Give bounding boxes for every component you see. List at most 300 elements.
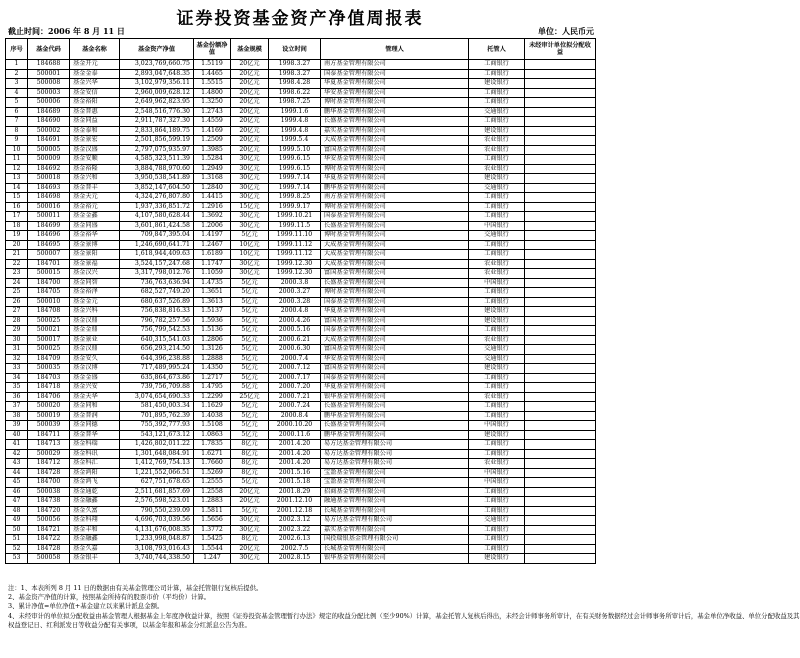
undistributed-income-cell bbox=[525, 174, 596, 184]
custodian-cell: 工商银行 bbox=[469, 117, 525, 127]
fund-code-cell: 184698 bbox=[28, 193, 70, 203]
fund-code-cell: 184693 bbox=[28, 183, 70, 193]
table-row bbox=[6, 335, 596, 345]
row-index-cell: 50 bbox=[6, 525, 28, 535]
row-index-cell: 7 bbox=[6, 117, 28, 127]
fund-scale-cell: 8亿元 bbox=[231, 535, 269, 545]
fund-code-cell: 184701 bbox=[28, 259, 70, 269]
custodian-cell: 工商银行 bbox=[469, 297, 525, 307]
fund-name-cell: 基金开元 bbox=[70, 60, 120, 70]
col-header: 基金资产净值 bbox=[120, 39, 194, 60]
table-row bbox=[6, 440, 596, 450]
fund-name-cell: 基金安信 bbox=[70, 88, 120, 98]
undistributed-income-cell bbox=[525, 544, 596, 554]
custodian-cell: 建设银行 bbox=[469, 79, 525, 89]
manager-cell: 易方达基金管理有限公司 bbox=[321, 459, 469, 469]
row-index-cell: 43 bbox=[6, 459, 28, 469]
fund-name-cell: 基金汉鼎 bbox=[70, 345, 120, 355]
fund-scale-cell: 30亿元 bbox=[231, 164, 269, 174]
table-row bbox=[6, 107, 596, 117]
undistributed-income-cell bbox=[525, 297, 596, 307]
fund-scale-cell: 30亿元 bbox=[231, 554, 269, 564]
net-asset-value-cell: 1,618,944,409.63 bbox=[120, 250, 194, 260]
custodian-cell: 建设银行 bbox=[469, 316, 525, 326]
inception-date-cell: 2002.3.22 bbox=[269, 525, 321, 535]
fund-name-cell: 基金汉博 bbox=[70, 364, 120, 374]
custodian-cell: 农业银行 bbox=[469, 145, 525, 155]
fund-scale-cell: 8亿元 bbox=[231, 440, 269, 450]
custodian-cell: 工商银行 bbox=[469, 155, 525, 165]
fund-code-cell: 184689 bbox=[28, 107, 70, 117]
manager-cell: 富国基金管理有限公司 bbox=[321, 269, 469, 279]
row-index-cell: 40 bbox=[6, 430, 28, 440]
fund-scale-cell: 5亿元 bbox=[231, 288, 269, 298]
row-index-cell: 44 bbox=[6, 468, 28, 478]
fund-scale-cell: 30亿元 bbox=[231, 259, 269, 269]
fund-name-cell: 基金科瑞 bbox=[70, 440, 120, 450]
table-row bbox=[6, 202, 596, 212]
custodian-cell: 中国银行 bbox=[469, 278, 525, 288]
fund-scale-cell: 5亿元 bbox=[231, 478, 269, 488]
undistributed-income-cell bbox=[525, 240, 596, 250]
unit-nav-cell: 1.2888 bbox=[194, 354, 231, 364]
net-asset-value-cell: 3,074,654,690.33 bbox=[120, 392, 194, 402]
net-asset-value-cell: 1,233,998,048.87 bbox=[120, 535, 194, 545]
fund-code-cell: 184703 bbox=[28, 373, 70, 383]
unit-nav-cell: 1.4350 bbox=[194, 364, 231, 374]
table-row bbox=[6, 231, 596, 241]
inception-date-cell: 2001.4.20 bbox=[269, 459, 321, 469]
undistributed-income-cell bbox=[525, 440, 596, 450]
fund-scale-cell: 30亿元 bbox=[231, 221, 269, 231]
inception-date-cell: 1999.11.10 bbox=[269, 231, 321, 241]
row-index-cell: 36 bbox=[6, 392, 28, 402]
fund-name-cell: 基金科翔 bbox=[70, 516, 120, 526]
row-index-cell: 14 bbox=[6, 183, 28, 193]
row-index-cell: 53 bbox=[6, 554, 28, 564]
unit-nav-cell: 1.3692 bbox=[194, 212, 231, 222]
undistributed-income-cell bbox=[525, 354, 596, 364]
row-index-cell: 16 bbox=[6, 202, 28, 212]
net-asset-value-cell: 1,426,802,011.22 bbox=[120, 440, 194, 450]
inception-date-cell: 1999.6.15 bbox=[269, 155, 321, 165]
fund-name-cell: 基金裕华 bbox=[70, 231, 120, 241]
fund-name-cell: 基金同智 bbox=[70, 278, 120, 288]
manager-cell: 华安基金管理有限公司 bbox=[321, 354, 469, 364]
fund-code-cell: 500021 bbox=[28, 326, 70, 336]
fund-name-cell: 基金科汇 bbox=[70, 459, 120, 469]
manager-cell: 长盛基金管理有限公司 bbox=[321, 402, 469, 412]
undistributed-income-cell bbox=[525, 449, 596, 459]
inception-date-cell: 1999.12.30 bbox=[269, 269, 321, 279]
custodian-cell: 工商银行 bbox=[469, 240, 525, 250]
fund-code-cell: 500015 bbox=[28, 269, 70, 279]
fund-scale-cell: 20亿元 bbox=[231, 544, 269, 554]
row-index-cell: 46 bbox=[6, 487, 28, 497]
manager-cell: 长盛基金管理有限公司 bbox=[321, 278, 469, 288]
manager-cell: 嘉实基金管理有限公司 bbox=[321, 126, 469, 136]
fund-name-cell: 基金汉盛 bbox=[70, 145, 120, 155]
undistributed-income-cell bbox=[525, 250, 596, 260]
inception-date-cell: 1999.7.14 bbox=[269, 174, 321, 184]
manager-cell: 长城基金管理有限公司 bbox=[321, 506, 469, 516]
custodian-cell: 工商银行 bbox=[469, 69, 525, 79]
table-row bbox=[6, 278, 596, 288]
col-header: 管理人 bbox=[321, 39, 469, 60]
manager-cell: 华夏基金管理有限公司 bbox=[321, 383, 469, 393]
manager-cell: 银华基金管理有限公司 bbox=[321, 392, 469, 402]
fund-code-cell: 500039 bbox=[28, 421, 70, 431]
row-index-cell: 52 bbox=[6, 544, 28, 554]
fund-name-cell: 基金兴科 bbox=[70, 307, 120, 317]
col-header: 基金名称 bbox=[70, 39, 120, 60]
manager-cell: 宝盈基金管理有限公司 bbox=[321, 468, 469, 478]
inception-date-cell: 1998.4.28 bbox=[269, 79, 321, 89]
table-row bbox=[6, 98, 596, 108]
unit-nav-cell: 1.3168 bbox=[194, 174, 231, 184]
net-asset-value-cell: 701,895,762.39 bbox=[120, 411, 194, 421]
net-asset-value-cell: 756,799,542.53 bbox=[120, 326, 194, 336]
custodian-cell: 农业银行 bbox=[469, 259, 525, 269]
unit-nav-cell: 1.5936 bbox=[194, 316, 231, 326]
net-asset-value-cell: 2,797,075,935.97 bbox=[120, 145, 194, 155]
fund-name-cell: 基金通乾 bbox=[70, 487, 120, 497]
fund-scale-cell: 5亿元 bbox=[231, 430, 269, 440]
undistributed-income-cell bbox=[525, 202, 596, 212]
net-asset-value-cell: 3,601,861,424.58 bbox=[120, 221, 194, 231]
fund-nav-table bbox=[5, 38, 596, 564]
custodian-cell: 工商银行 bbox=[469, 98, 525, 108]
unit-nav-cell: 1.2467 bbox=[194, 240, 231, 250]
manager-cell: 大成基金管理有限公司 bbox=[321, 240, 469, 250]
fund-code-cell: 500025 bbox=[28, 345, 70, 355]
manager-cell: 华安基金管理有限公司 bbox=[321, 88, 469, 98]
fund-name-cell: 基金融鑫 bbox=[70, 497, 120, 507]
table-row bbox=[6, 468, 596, 478]
net-asset-value-cell: 739,756,709.88 bbox=[120, 383, 194, 393]
col-header: 设立时间 bbox=[269, 39, 321, 60]
fund-scale-cell: 30亿元 bbox=[231, 155, 269, 165]
fund-scale-cell: 30亿元 bbox=[231, 269, 269, 279]
net-asset-value-cell: 1,221,552,066.51 bbox=[120, 468, 194, 478]
table-row bbox=[6, 240, 596, 250]
fund-name-cell: 基金融鑫 bbox=[70, 535, 120, 545]
fund-code-cell: 184688 bbox=[28, 60, 70, 70]
inception-date-cell: 2000.11.6 bbox=[269, 430, 321, 440]
unit-nav-cell: 1.4795 bbox=[194, 383, 231, 393]
custodian-cell: 交通银行 bbox=[469, 231, 525, 241]
table-row bbox=[6, 354, 596, 364]
row-index-cell: 31 bbox=[6, 345, 28, 355]
unit-nav-cell: 1.5284 bbox=[194, 155, 231, 165]
manager-cell: 南方基金管理有限公司 bbox=[321, 60, 469, 70]
undistributed-income-cell bbox=[525, 278, 596, 288]
fund-scale-cell: 5亿元 bbox=[231, 326, 269, 336]
unit-nav-cell: 1.4465 bbox=[194, 69, 231, 79]
row-index-cell: 48 bbox=[6, 506, 28, 516]
row-index-cell: 34 bbox=[6, 373, 28, 383]
net-asset-value-cell: 1,301,648,084.91 bbox=[120, 449, 194, 459]
net-asset-value-cell: 635,864,673.86 bbox=[120, 373, 194, 383]
fund-name-cell: 基金天华 bbox=[70, 392, 120, 402]
fund-name-cell: 基金裕隆 bbox=[70, 164, 120, 174]
table-row bbox=[6, 126, 596, 136]
fund-scale-cell: 15亿元 bbox=[231, 202, 269, 212]
fund-name-cell: 基金泰和 bbox=[70, 126, 120, 136]
undistributed-income-cell bbox=[525, 221, 596, 231]
fund-scale-cell: 5亿元 bbox=[231, 421, 269, 431]
fund-name-cell: 基金同和 bbox=[70, 402, 120, 412]
net-asset-value-cell: 2,911,787,327.30 bbox=[120, 117, 194, 127]
inception-date-cell: 2000.3.8 bbox=[269, 278, 321, 288]
net-asset-value-cell: 543,121,673.12 bbox=[120, 430, 194, 440]
table-row bbox=[6, 221, 596, 231]
inception-date-cell: 2000.7.20 bbox=[269, 383, 321, 393]
table-row bbox=[6, 297, 596, 307]
custodian-cell: 工商银行 bbox=[469, 193, 525, 203]
row-index-cell: 1 bbox=[6, 60, 28, 70]
fund-scale-cell: 20亿元 bbox=[231, 117, 269, 127]
custodian-cell: 工商银行 bbox=[469, 202, 525, 212]
currency-unit: 单位：人民币元 bbox=[538, 26, 594, 36]
manager-cell: 长盛基金管理有限公司 bbox=[321, 221, 469, 231]
fund-name-cell: 基金同盛 bbox=[70, 221, 120, 231]
unit-nav-cell: 1.3250 bbox=[194, 98, 231, 108]
row-index-cell: 23 bbox=[6, 269, 28, 279]
inception-date-cell: 1998.7.25 bbox=[269, 98, 321, 108]
net-asset-value-cell: 3,524,157,247.68 bbox=[120, 259, 194, 269]
fund-scale-cell: 5亿元 bbox=[231, 383, 269, 393]
fund-code-cell: 500006 bbox=[28, 98, 70, 108]
fund-code-cell: 500016 bbox=[28, 202, 70, 212]
footnote-line: 注：1、本表所列 8 月 11 日的数据由有关基金管理公司计算，基金托管银行复核后提供。 bbox=[8, 584, 263, 592]
net-asset-value-cell: 682,527,749.20 bbox=[120, 288, 194, 298]
custodian-cell: 工商银行 bbox=[469, 383, 525, 393]
unit-nav-cell: 1.5515 bbox=[194, 79, 231, 89]
custodian-cell: 工商银行 bbox=[469, 506, 525, 516]
fund-scale-cell: 5亿元 bbox=[231, 278, 269, 288]
manager-cell: 博时基金管理有限公司 bbox=[321, 202, 469, 212]
undistributed-income-cell bbox=[525, 88, 596, 98]
unit-nav-cell: 1.5544 bbox=[194, 544, 231, 554]
custodian-cell: 工商银行 bbox=[469, 326, 525, 336]
net-asset-value-cell: 1,412,769,754.13 bbox=[120, 459, 194, 469]
table-row bbox=[6, 250, 596, 260]
fund-code-cell: 184700 bbox=[28, 278, 70, 288]
inception-date-cell: 1999.11.5 bbox=[269, 221, 321, 231]
fund-code-cell: 500020 bbox=[28, 402, 70, 412]
unit-nav-cell: 1.3985 bbox=[194, 145, 231, 155]
manager-cell: 大成基金管理有限公司 bbox=[321, 259, 469, 269]
row-index-cell: 19 bbox=[6, 231, 28, 241]
inception-date-cell: 1999.5.10 bbox=[269, 145, 321, 155]
fund-scale-cell: 20亿元 bbox=[231, 497, 269, 507]
fund-code-cell: 184695 bbox=[28, 240, 70, 250]
undistributed-income-cell bbox=[525, 164, 596, 174]
row-index-cell: 33 bbox=[6, 364, 28, 374]
inception-date-cell: 2001.4.20 bbox=[269, 440, 321, 450]
net-asset-value-cell: 796,782,257.56 bbox=[120, 316, 194, 326]
inception-date-cell: 1998.6.22 bbox=[269, 88, 321, 98]
net-asset-value-cell: 3,023,769,660.75 bbox=[120, 60, 194, 70]
unit-nav-cell: 1.2006 bbox=[194, 221, 231, 231]
unit-nav-cell: 1.4169 bbox=[194, 126, 231, 136]
net-asset-value-cell: 755,392,777.93 bbox=[120, 421, 194, 431]
inception-date-cell: 2000.4.26 bbox=[269, 316, 321, 326]
manager-cell: 鹏华基金管理有限公司 bbox=[321, 107, 469, 117]
net-asset-value-cell: 4,696,703,039.56 bbox=[120, 516, 194, 526]
fund-scale-cell: 20亿元 bbox=[231, 60, 269, 70]
undistributed-income-cell bbox=[525, 316, 596, 326]
net-asset-value-cell: 4,324,276,807.80 bbox=[120, 193, 194, 203]
row-index-cell: 37 bbox=[6, 402, 28, 412]
fund-scale-cell: 30亿元 bbox=[231, 183, 269, 193]
unit-nav-cell: 1.5108 bbox=[194, 421, 231, 431]
manager-cell: 国投瑞银基金管理有限公司 bbox=[321, 535, 469, 545]
manager-cell: 博时基金管理有限公司 bbox=[321, 231, 469, 241]
fund-scale-cell: 30亿元 bbox=[231, 174, 269, 184]
row-index-cell: 42 bbox=[6, 449, 28, 459]
col-header: 托管人 bbox=[469, 39, 525, 60]
custodian-cell: 农业银行 bbox=[469, 269, 525, 279]
custodian-cell: 工商银行 bbox=[469, 535, 525, 545]
table-row bbox=[6, 478, 596, 488]
manager-cell: 国泰基金管理有限公司 bbox=[321, 69, 469, 79]
undistributed-income-cell bbox=[525, 373, 596, 383]
fund-scale-cell: 30亿元 bbox=[231, 193, 269, 203]
custodian-cell: 农业银行 bbox=[469, 136, 525, 146]
fund-name-cell: 基金银丰 bbox=[70, 554, 120, 564]
fund-name-cell: 基金普丰 bbox=[70, 183, 120, 193]
custodian-cell: 工商银行 bbox=[469, 288, 525, 298]
report-title: 证券投资基金资产净值周报表 bbox=[176, 9, 424, 29]
net-asset-value-cell: 3,740,744,338.50 bbox=[120, 554, 194, 564]
fund-code-cell: 184699 bbox=[28, 221, 70, 231]
inception-date-cell: 2000.5.16 bbox=[269, 326, 321, 336]
fund-scale-cell: 5亿元 bbox=[231, 335, 269, 345]
manager-cell: 招商基金管理有限公司 bbox=[321, 487, 469, 497]
fund-scale-cell: 5亿元 bbox=[231, 402, 269, 412]
net-asset-value-cell: 790,550,239.09 bbox=[120, 506, 194, 516]
fund-name-cell: 基金同益 bbox=[70, 117, 120, 127]
manager-cell: 国泰基金管理有限公司 bbox=[321, 297, 469, 307]
fund-name-cell: 基金金泰 bbox=[70, 69, 120, 79]
row-index-cell: 38 bbox=[6, 411, 28, 421]
net-asset-value-cell: 656,293,214.50 bbox=[120, 345, 194, 355]
fund-name-cell: 基金普惠 bbox=[70, 107, 120, 117]
custodian-cell: 建设银行 bbox=[469, 126, 525, 136]
custodian-cell: 工商银行 bbox=[469, 440, 525, 450]
fund-scale-cell: 5亿元 bbox=[231, 411, 269, 421]
undistributed-income-cell bbox=[525, 421, 596, 431]
row-index-cell: 35 bbox=[6, 383, 28, 393]
custodian-cell: 中国银行 bbox=[469, 421, 525, 431]
row-index-cell: 22 bbox=[6, 259, 28, 269]
fund-code-cell: 500001 bbox=[28, 69, 70, 79]
fund-scale-cell: 20亿元 bbox=[231, 107, 269, 117]
footnote-line: 3、累计净值=单位净值+基金建立以来累计派息金额。 bbox=[8, 602, 164, 611]
undistributed-income-cell bbox=[525, 136, 596, 146]
col-header: 基金份额净值 bbox=[194, 39, 231, 60]
inception-date-cell: 2001.5.18 bbox=[269, 478, 321, 488]
fund-code-cell: 500029 bbox=[28, 449, 70, 459]
manager-cell: 国泰基金管理有限公司 bbox=[321, 326, 469, 336]
unit-nav-cell: 1.3651 bbox=[194, 288, 231, 298]
row-index-cell: 4 bbox=[6, 88, 28, 98]
fund-name-cell: 基金兴和 bbox=[70, 174, 120, 184]
undistributed-income-cell bbox=[525, 79, 596, 89]
undistributed-income-cell bbox=[525, 459, 596, 469]
manager-cell: 长盛基金管理有限公司 bbox=[321, 421, 469, 431]
fund-scale-cell: 5亿元 bbox=[231, 231, 269, 241]
net-asset-value-cell: 2,960,009,628.12 bbox=[120, 88, 194, 98]
undistributed-income-cell bbox=[525, 411, 596, 421]
row-index-cell: 24 bbox=[6, 278, 28, 288]
row-index-cell: 41 bbox=[6, 440, 28, 450]
col-header: 序号 bbox=[6, 39, 28, 60]
fund-name-cell: 基金安顺 bbox=[70, 155, 120, 165]
undistributed-income-cell bbox=[525, 269, 596, 279]
fund-code-cell: 184738 bbox=[28, 497, 70, 507]
manager-cell: 鹏华基金管理有限公司 bbox=[321, 183, 469, 193]
undistributed-income-cell bbox=[525, 155, 596, 165]
row-index-cell: 26 bbox=[6, 297, 28, 307]
custodian-cell: 建设银行 bbox=[469, 364, 525, 374]
fund-code-cell: 500010 bbox=[28, 297, 70, 307]
undistributed-income-cell bbox=[525, 402, 596, 412]
undistributed-income-cell bbox=[525, 193, 596, 203]
fund-code-cell: 184720 bbox=[28, 506, 70, 516]
row-index-cell: 51 bbox=[6, 535, 28, 545]
net-asset-value-cell: 680,637,526.89 bbox=[120, 297, 194, 307]
table-row bbox=[6, 155, 596, 165]
manager-cell: 嘉实基金管理有限公司 bbox=[321, 525, 469, 535]
table-row bbox=[6, 316, 596, 326]
manager-cell: 银华基金管理有限公司 bbox=[321, 554, 469, 564]
manager-cell: 易方达基金管理有限公司 bbox=[321, 440, 469, 450]
unit-nav-cell: 1.5137 bbox=[194, 307, 231, 317]
fund-code-cell: 500025 bbox=[28, 316, 70, 326]
net-asset-value-cell: 709,847,395.04 bbox=[120, 231, 194, 241]
table-row bbox=[6, 506, 596, 516]
inception-date-cell: 2000.8.4 bbox=[269, 411, 321, 421]
custodian-cell: 工商银行 bbox=[469, 250, 525, 260]
row-index-cell: 2 bbox=[6, 69, 28, 79]
manager-cell: 南方基金管理有限公司 bbox=[321, 193, 469, 203]
inception-date-cell: 1999.11.12 bbox=[269, 250, 321, 260]
table-row bbox=[6, 212, 596, 222]
fund-code-cell: 184709 bbox=[28, 354, 70, 364]
manager-cell: 国泰基金管理有限公司 bbox=[321, 212, 469, 222]
row-index-cell: 6 bbox=[6, 107, 28, 117]
manager-cell: 长盛基金管理有限公司 bbox=[321, 117, 469, 127]
fund-code-cell: 184705 bbox=[28, 288, 70, 298]
net-asset-value-cell: 2,501,856,599.19 bbox=[120, 136, 194, 146]
net-asset-value-cell: 3,884,788,970.60 bbox=[120, 164, 194, 174]
fund-scale-cell: 10亿元 bbox=[231, 250, 269, 260]
inception-date-cell: 2000.7.21 bbox=[269, 392, 321, 402]
inception-date-cell: 2000.3.27 bbox=[269, 288, 321, 298]
inception-date-cell: 1999.4.8 bbox=[269, 126, 321, 136]
fund-scale-cell: 5亿元 bbox=[231, 364, 269, 374]
custodian-cell: 交通银行 bbox=[469, 107, 525, 117]
inception-date-cell: 1998.3.27 bbox=[269, 60, 321, 70]
manager-cell: 博时基金管理有限公司 bbox=[321, 288, 469, 298]
table-row bbox=[6, 383, 596, 393]
fund-scale-cell: 20亿元 bbox=[231, 487, 269, 497]
table-row bbox=[6, 117, 596, 127]
inception-date-cell: 2000.7.12 bbox=[269, 364, 321, 374]
